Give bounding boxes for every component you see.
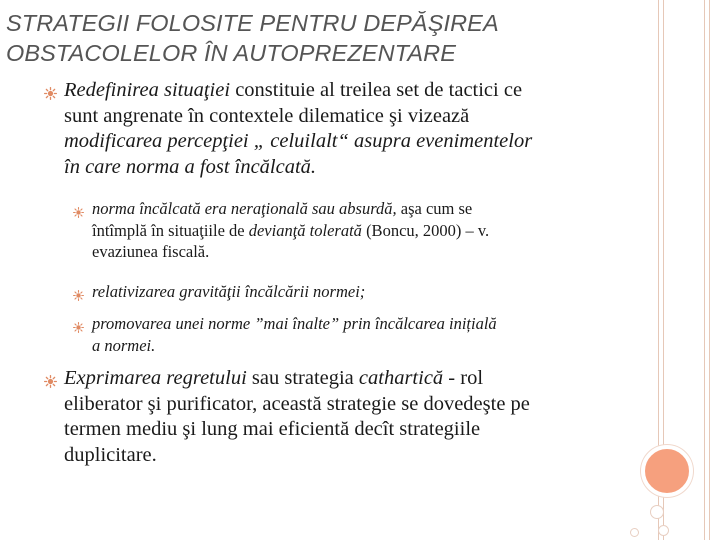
text-segment: - rol: [443, 367, 484, 389]
bullet-text: [64, 78, 639, 180]
text-line: [64, 129, 639, 155]
decorative-circle-small: [630, 528, 639, 537]
text-segment: sunt angrenate în contextele dilematice şi vizează: [64, 104, 470, 127]
text-segment: eliberator şi purificator, această strategie se dovedeşte pe: [64, 392, 530, 415]
bullet-text: [64, 366, 639, 468]
bullet-redefinirea: [40, 78, 639, 180]
text-segment: întîmplă în situaţiile de: [92, 220, 249, 240]
text-segment: evaziunea fiscală.: [92, 242, 210, 261]
text-line: [92, 198, 652, 220]
decorative-circle-small: [658, 525, 669, 536]
sun-icon: [44, 370, 57, 383]
sun-icon: [73, 202, 84, 213]
decorative-circle: [641, 445, 693, 497]
text-line: [92, 241, 652, 263]
text-line: [64, 155, 639, 181]
italic-text: promovarea unei norme ”mai înalte” prin încălcarea inițială: [92, 314, 497, 333]
text-line: [92, 313, 652, 335]
decorative-line: [709, 0, 710, 540]
text-segment: aşa cum se: [396, 199, 473, 218]
sun-icon: [73, 317, 84, 328]
text-line: [64, 443, 639, 469]
italic-text: în care norma a fost încălcată.: [64, 155, 317, 178]
text-line: [64, 78, 639, 104]
text-line: [64, 104, 639, 130]
subbullet-promovarea: [70, 313, 652, 356]
text-line: [64, 417, 639, 443]
bullet-text: [92, 281, 652, 303]
bullet-text: [92, 198, 652, 263]
italic-text: relativizarea gravităţii încălcării normei;: [92, 282, 366, 301]
text-segment: constituie al treilea set de tactici ce: [230, 79, 523, 101]
italic-text: devianţă tolerată: [248, 220, 362, 240]
subbullet-norma: [70, 198, 652, 263]
slide-title: [6, 8, 646, 68]
italic-text: Exprimarea regretului: [64, 367, 247, 389]
italic-text: cathartică: [358, 367, 444, 389]
decorative-line: [704, 0, 705, 540]
text-line: [64, 392, 639, 418]
bullet-exprimarea: [40, 366, 639, 468]
italic-text: a normei.: [92, 335, 156, 355]
text-segment: sau strategia: [246, 367, 359, 389]
text-line: [92, 281, 652, 303]
text-segment: duplicitare.: [64, 443, 157, 466]
title-line-1: STRATEGII FOLOSITE PENTRU DEPĂŞIREA: [6, 10, 499, 36]
italic-text: modificarea percepţiei „ celuilalt“ asupra evenimentelor: [64, 130, 533, 152]
text-line: [92, 220, 652, 242]
title-line-2: OBSTACOLELOR ÎN AUTOPREZENTARE: [6, 40, 457, 66]
text-line: [64, 366, 639, 392]
sun-icon: [44, 82, 57, 95]
italic-text: Redefinirea situaţiei: [64, 79, 231, 101]
text-line: [92, 335, 652, 357]
sun-icon: [73, 285, 84, 296]
bullet-text: [92, 313, 652, 356]
italic-text: norma încălcată era neraţională sau absurdă,: [92, 199, 397, 218]
text-segment: (Boncu, 2000) – v.: [361, 220, 490, 240]
subbullet-relativizarea: [70, 281, 652, 303]
text-segment: termen mediu şi lung mai eficientă decît strategiile: [64, 418, 481, 440]
decorative-circle-small: [650, 505, 664, 519]
